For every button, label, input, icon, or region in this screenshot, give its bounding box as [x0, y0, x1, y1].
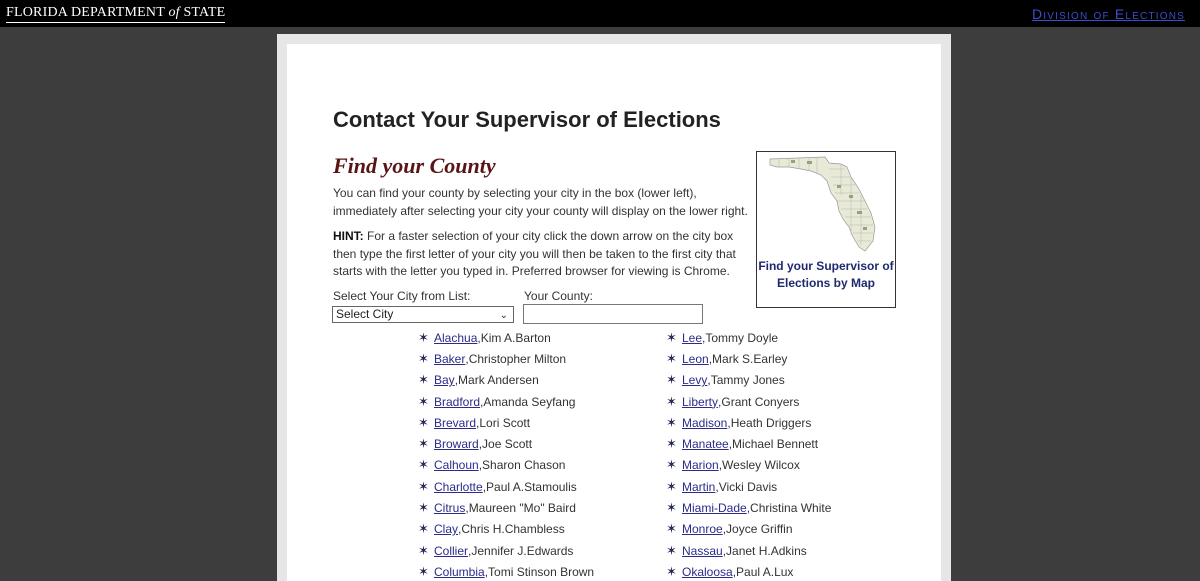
division-of-elections-link[interactable]: Division of Elections	[1032, 6, 1185, 22]
county-link[interactable]: Monroe	[682, 522, 723, 537]
supervisor-name: Tammy Jones	[710, 373, 785, 388]
star-icon: ✶	[418, 436, 429, 452]
county-list-item	[666, 348, 831, 369]
separator: ,	[708, 351, 713, 366]
logo-text-part1: FLORIDA DEPARTMENT	[6, 5, 165, 20]
county-list-item	[666, 561, 831, 581]
supervisor-name: Michael Bennett	[732, 437, 819, 452]
supervisor-name: Christopher Milton	[468, 351, 567, 366]
supervisor-name: Tomi Stinson Brown	[488, 564, 595, 579]
separator: ,	[718, 458, 723, 473]
supervisor-name: Lori Scott	[479, 415, 531, 430]
star-icon: ✶	[418, 542, 429, 558]
county-link[interactable]: Brevard	[434, 415, 477, 430]
county-link[interactable]: Marion	[682, 458, 719, 473]
separator: ,	[468, 543, 472, 558]
separator: ,	[732, 564, 737, 579]
star-icon: ✶	[666, 350, 677, 366]
county-list-item	[666, 455, 831, 476]
separator: ,	[454, 373, 459, 388]
separator: ,	[476, 415, 480, 430]
separator: ,	[746, 501, 751, 516]
county-list-item	[418, 370, 594, 391]
separator: ,	[477, 330, 481, 345]
star-icon: ✶	[418, 414, 429, 430]
county-link[interactable]: Collier	[434, 543, 469, 558]
separator: ,	[478, 437, 483, 452]
county-link[interactable]: Calhoun	[434, 458, 479, 473]
supervisor-name: Kim A.Barton	[480, 330, 551, 345]
city-select-value: Select City	[336, 307, 394, 321]
separator: ,	[478, 458, 483, 473]
separator: ,	[458, 522, 462, 537]
chevron-down-icon: ⌄	[499, 310, 508, 321]
separator: ,	[715, 479, 719, 494]
county-list-item	[666, 540, 831, 561]
supervisor-name: Paul A.Stamoulis	[486, 479, 577, 494]
supervisor-name: Joyce Griffin	[726, 522, 793, 537]
star-icon: ✶	[418, 393, 429, 409]
county-list-item	[666, 370, 831, 391]
star-icon: ✶	[666, 329, 677, 345]
supervisor-name: Maureen "Mo" Baird	[468, 501, 576, 516]
separator: ,	[728, 437, 733, 452]
county-link[interactable]: Levy	[682, 373, 708, 388]
star-icon: ✶	[666, 521, 677, 537]
florida-department-of-state-logo[interactable]	[6, 5, 225, 23]
city-select[interactable]	[332, 306, 514, 323]
county-link[interactable]: Columbia	[434, 564, 485, 579]
county-list-item	[418, 561, 594, 581]
intro-text: You can find your county by selecting your city in the box (lower left), immediately after selecting your city your county will display on the lower right.	[333, 186, 748, 218]
county-link[interactable]: Madison	[682, 415, 728, 430]
star-icon: ✶	[418, 500, 429, 516]
star-icon: ✶	[418, 372, 429, 388]
county-list-item	[418, 412, 594, 433]
logo-text-part2: STATE	[183, 5, 226, 20]
separator: ,	[718, 394, 722, 409]
star-icon: ✶	[666, 563, 677, 579]
county-list-item	[666, 391, 831, 412]
star-icon: ✶	[418, 350, 429, 366]
county-link[interactable]: Nassau	[682, 543, 723, 558]
map-caption: Find your Supervisor of Elections by Map	[758, 259, 894, 290]
supervisor-name: Tommy Doyle	[705, 330, 779, 345]
county-list-item	[666, 327, 831, 348]
supervisor-name: Chris H.Chambless	[461, 522, 565, 537]
county-list-item	[418, 540, 594, 561]
county-list-item	[418, 476, 594, 497]
county-list-item	[666, 412, 831, 433]
florida-map-icon	[767, 155, 885, 255]
supervisor-name: Janet H.Adkins	[726, 543, 807, 558]
county-link[interactable]: Miami-Dade	[682, 501, 747, 516]
supervisor-name: Vicki Davis	[718, 479, 778, 494]
top-bar	[0, 0, 1200, 27]
star-icon: ✶	[666, 500, 677, 516]
star-icon: ✶	[666, 457, 677, 473]
star-icon: ✶	[666, 542, 677, 558]
page-title: Contact Your Supervisor of Elections	[333, 107, 721, 132]
star-icon: ✶	[418, 563, 429, 579]
supervisor-name: Mark S.Earley	[712, 351, 788, 366]
star-icon: ✶	[418, 478, 429, 494]
separator: ,	[727, 415, 731, 430]
supervisor-name: Amanda Seyfang	[483, 394, 576, 409]
logo-text-of: of	[168, 5, 180, 20]
county-link[interactable]: Manatee	[682, 437, 729, 452]
separator: ,	[484, 564, 489, 579]
star-icon: ✶	[666, 414, 677, 430]
section-title: Find your County	[333, 153, 496, 178]
supervisor-name: Grant Conyers	[721, 394, 800, 409]
separator: ,	[482, 479, 487, 494]
county-link[interactable]: Charlotte	[434, 479, 483, 494]
supervisor-name: Mark Andersen	[458, 373, 539, 388]
hint-text	[333, 228, 753, 281]
separator: ,	[480, 394, 484, 409]
star-icon: ✶	[666, 372, 677, 388]
separator: ,	[465, 351, 469, 366]
separator: ,	[702, 330, 706, 345]
county-list-item	[666, 476, 831, 497]
county-link[interactable]: Citrus	[434, 501, 466, 516]
county-list-item	[418, 327, 594, 348]
star-icon: ✶	[666, 393, 677, 409]
county-link[interactable]: Leon	[682, 351, 709, 366]
county-link[interactable]: Martin	[682, 479, 716, 494]
county-list-item	[666, 433, 831, 454]
county-link[interactable]: Clay	[434, 522, 459, 537]
county-list-left	[418, 327, 594, 581]
star-icon: ✶	[666, 436, 677, 452]
star-icon: ✶	[418, 329, 429, 345]
supervisor-name: Jennifer J.Edwards	[471, 543, 574, 558]
county-list-item	[418, 348, 594, 369]
county-link[interactable]: Liberty	[682, 394, 719, 409]
county-list-item	[418, 497, 594, 518]
county-output-field[interactable]	[523, 304, 703, 324]
separator: ,	[722, 543, 727, 558]
separator: ,	[465, 501, 469, 516]
county-link[interactable]: Bradford	[434, 394, 481, 409]
supervisor-name: Christina White	[750, 501, 832, 516]
county-link[interactable]: Bay	[434, 373, 455, 388]
county-link[interactable]: Lee	[682, 330, 703, 345]
county-list-item	[418, 433, 594, 454]
county-link[interactable]: Alachua	[434, 330, 478, 345]
county-list-item	[418, 519, 594, 540]
county-label: Your County:	[524, 289, 593, 303]
separator: ,	[722, 522, 727, 537]
county-link[interactable]: Okaloosa	[682, 564, 733, 579]
star-icon: ✶	[666, 478, 677, 494]
county-list-item	[666, 519, 831, 540]
county-list-item	[666, 497, 831, 518]
county-link[interactable]: Broward	[434, 437, 479, 452]
find-by-map-link[interactable]	[756, 151, 896, 308]
supervisor-name: Wesley Wilcox	[722, 458, 800, 473]
county-list-item	[418, 455, 594, 476]
supervisor-name: Joe Scott	[482, 437, 533, 452]
supervisor-name: Sharon Chason	[482, 458, 566, 473]
star-icon: ✶	[418, 457, 429, 473]
hint-label: HINT:	[333, 229, 364, 243]
separator: ,	[707, 373, 711, 388]
city-label: Select Your City from List:	[333, 289, 471, 303]
supervisor-name: Heath Driggers	[730, 415, 812, 430]
county-link[interactable]: Baker	[434, 351, 466, 366]
county-list-item	[418, 391, 594, 412]
hint-body: For a faster selection of your city click the down arrow on the city box then type the first letter of your city you will then be taken to the first city that starts with the letter you typed in. Preferred browser for viewing is Chrome.	[333, 229, 736, 278]
supervisor-name: Paul A.Lux	[736, 564, 794, 579]
county-list-right	[666, 327, 831, 581]
star-icon: ✶	[418, 521, 429, 537]
